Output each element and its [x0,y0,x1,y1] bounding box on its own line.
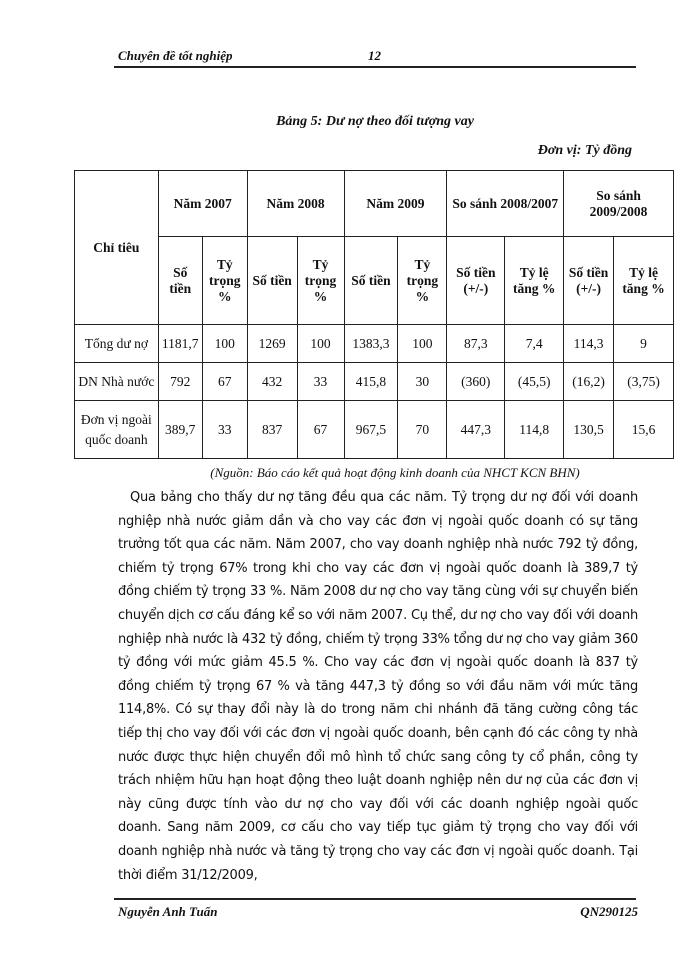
table-unit: Đơn vị: Tỷ đồng [537,143,632,158]
cell: 415,8 [344,363,398,401]
cell: 9 [614,325,674,363]
cell: 837 [247,401,297,459]
cell: 33 [202,401,247,459]
cell: 15,6 [614,401,674,459]
loan-table [74,170,674,459]
cell: (3,75) [614,363,674,401]
page-footer [118,904,638,924]
subcol-ty-le-tang: Tỷ lệ tăng % [614,237,674,325]
cell: 7,4 [505,325,564,363]
cell: 100 [398,325,447,363]
row-label: Đơn vị ngoài quốc doanh [75,401,159,459]
cell: 70 [398,401,447,459]
subcol-ty-trong: Tỷ trọng % [202,237,247,325]
subcol-ty-le-tang: Tỷ lệ tăng % [505,237,564,325]
subcol-ty-trong: Tỷ trọng % [297,237,344,325]
cell: 130,5 [564,401,614,459]
page-number: 12 [368,48,381,63]
cell: 792 [158,363,202,401]
cell: 114,8 [505,401,564,459]
cell: 1269 [247,325,297,363]
body-paragraph: Qua bảng cho thấy dư nợ tăng đều qua các năm. Tỷ trọng dư nợ đối với doanh nghiệp nhà nước giảm dần và cho vay các đơn vị ngoài quốc doanh có sự tăng trưởng tốt qua các năm. Năm 2007, cho vay doanh nghiệp nhà nước 792 tỷ đồng, chiếm tỷ trọng 67% trong khi cho vay các đơn vị ngoài quốc doanh là 389,7 tỷ đồng chiếm tỷ trọng 33 %. Năm 2008 dư nợ cho vay tăng cùng với sự chuyển biến chuyển dịch cơ cấu đáng kể so với năm 2007. Cụ thể, dư nợ cho vay đối với doanh nghiệp nhà nước là 432 tỷ đồng, chiếm tỷ trọng 33% tổng dư nợ cho vay giảm 360 tỷ đồng với mức giảm 45.5 %. Cho vay các đơn vị ngoài quốc doanh là 837 tỷ đồng chiếm tỷ trọng 67 % và tăng 447,3 tỷ đồng so với đầu năm với mức tăng 114,8%. Có sự thay đổi này là do trong năm chi nhánh đã tăng cường công tác tiếp thị cho vay đối với các đơn vị ngoài quốc doanh, bên cạnh đó các công ty nhà nước được thực hiện chuyển đổi mô hình tổ chức sang công ty cổ phần, công ty trách nhiệm hữu hạn hoạt động theo luật doanh nghiệp nên dư nợ của các đơn vị này cũng được tính vào dư nợ cho vay đối với các doanh nghiệp ngoài quốc doanh. Sang năm 2009, cơ cấu cho vay tiếp tục giảm tỷ trọng cho vay đối với doanh nghiệp nhà nước và tăng tỷ trọng cho vay các đơn vị ngoài quốc doanh. Tại thời điểm 31/12/2009, [118,490,638,883]
footer-rule [114,898,636,900]
cell: 1181,7 [158,325,202,363]
col-year-2007: Năm 2007 [158,171,247,237]
cell: 33 [297,363,344,401]
cell: 389,7 [158,401,202,459]
col-compare-2008-2007: So sánh 2008/2007 [447,171,564,237]
table-title: Bảng 5: Dư nợ theo đối tượng vay [276,114,474,129]
table-row [75,363,674,401]
col-indicator: Chỉ tiêu [75,171,159,325]
footer-author: Nguyễn Anh Tuấn [118,904,218,919]
cell: 67 [297,401,344,459]
subcol-so-tien-change: Số tiền (+/-) [447,237,505,325]
cell: 967,5 [344,401,398,459]
header-title: Chuyên đề tốt nghiệp [118,48,233,63]
row-label: Tổng dư nợ [75,325,159,363]
cell: 114,3 [564,325,614,363]
cell: 432 [247,363,297,401]
col-compare-2009-2008: So sánh 2009/2008 [564,171,674,237]
table-row [75,401,674,459]
cell: 100 [202,325,247,363]
cell: (16,2) [564,363,614,401]
col-year-2009: Năm 2009 [344,171,447,237]
cell: 1383,3 [344,325,398,363]
subcol-ty-trong: Tỷ trọng % [398,237,447,325]
subcol-so-tien: Số tiền [344,237,398,325]
cell: 87,3 [447,325,505,363]
subcol-so-tien-change: Số tiền (+/-) [564,237,614,325]
page-header [118,46,638,66]
cell: 447,3 [447,401,505,459]
row-label: DN Nhà nước [75,363,159,401]
subcol-so-tien: Số tiền [247,237,297,325]
cell: (360) [447,363,505,401]
table-source: (Nguồn: Báo cáo kết quả hoạt động kinh doanh của NHCT KCN BHN) [210,465,580,480]
subcol-so-tien: Số tiền [158,237,202,325]
cell: 100 [297,325,344,363]
table-row [75,325,674,363]
cell: (45,5) [505,363,564,401]
header-rule [114,66,636,68]
col-year-2008: Năm 2008 [247,171,344,237]
cell: 30 [398,363,447,401]
cell: 67 [202,363,247,401]
footer-code: QN290125 [580,904,638,919]
